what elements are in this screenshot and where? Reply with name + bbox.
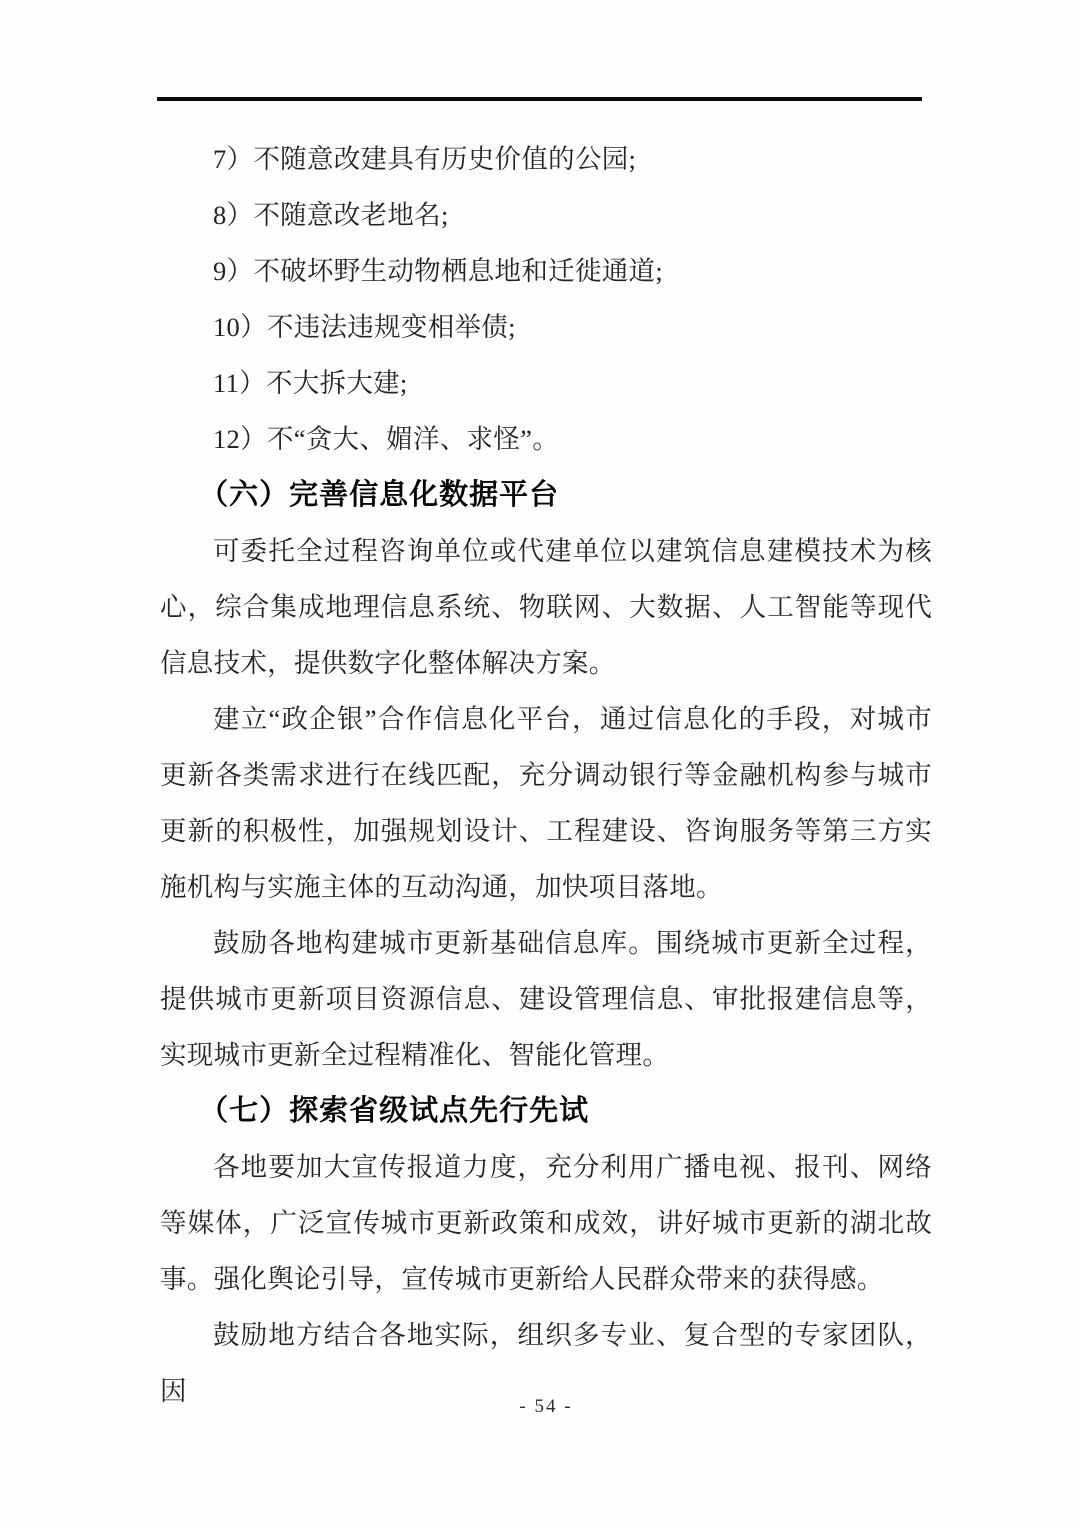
paragraph-publicity: 各地要加大宣传报道力度，充分利用广播电视、报刊、网络等媒体，广泛宣传城市更新政策和成效，讲好城市更新的湖北故事。强化舆论引导，宣传城市更新给人民群众带来的获得感。	[160, 1152, 932, 1294]
paragraph-info-database: 鼓励各地构建城市更新基础信息库。围绕城市更新全过程，提供城市更新项目资源信息、建设管理信息、审批报建信息等，实现城市更新全过程精准化、智能化管理。	[160, 928, 932, 1070]
list-item-12: 12）不“贪大、媚洋、求怪”。	[213, 424, 560, 454]
section-heading-6: （六）完善信息化数据平台	[199, 479, 560, 511]
list-item-11: 11）不大拆大建;	[213, 368, 408, 398]
page-footer	[160, 1392, 932, 1422]
page-number: - 54 -	[519, 1396, 573, 1417]
paragraph-gov-bank-platform: 建立“政企银”合作信息化平台，通过信息化的手段，对城市更新各类需求进行在线匹配，充分调动银行等金融机构参与城市更新的积极性，加强规划设计、工程建设、咨询服务等第三方实施机构与实施主体的互动沟通，加快项目落地。	[160, 704, 932, 902]
section-heading-7: （七）探索省级试点先行先试	[199, 1095, 590, 1127]
list-item-9: 9）不破坏野生动物栖息地和迁徙通道;	[213, 256, 664, 286]
list-item-8: 8）不随意改老地名;	[213, 200, 449, 230]
paragraph-expert-teams: 鼓励地方结合各地实际，组织多专业、复合型的专家团队，因	[160, 1320, 932, 1406]
header-rule	[157, 97, 922, 101]
page-content	[160, 131, 932, 1419]
list-item-10: 10）不违法违规变相举债;	[213, 312, 516, 342]
paragraph-bim-platform: 可委托全过程咨询单位或代建单位以建筑信息建模技术为核心，综合集成地理信息系统、物联网、大数据、人工智能等现代信息技术，提供数字化整体解决方案。	[160, 536, 932, 678]
list-item-7: 7）不随意改建具有历史价值的公园;	[213, 144, 637, 174]
